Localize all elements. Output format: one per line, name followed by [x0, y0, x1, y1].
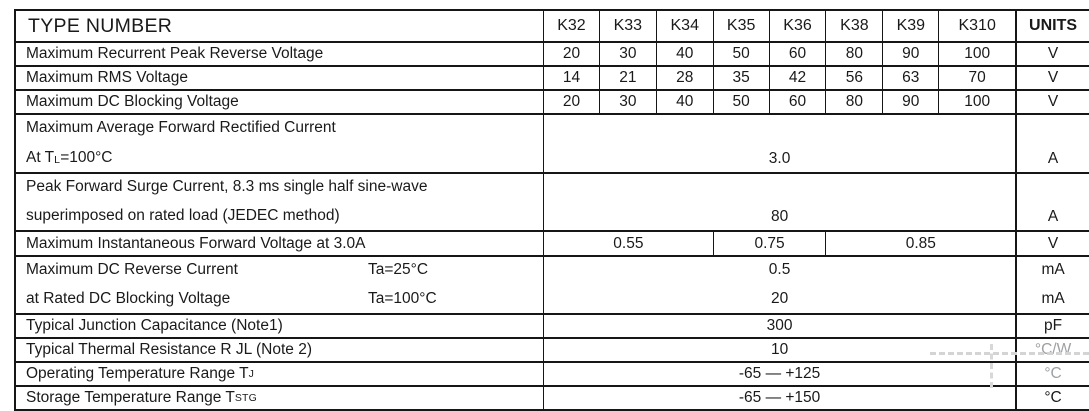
value-cell: 60: [769, 91, 826, 113]
value-cell: 14: [543, 67, 599, 89]
merged-value-cell: 10: [543, 339, 1015, 361]
unit-cell: pF: [1015, 315, 1089, 337]
row-label: Storage Temperature Range T STG: [26, 389, 257, 406]
row-label: Operating Temperature Range T J: [26, 365, 255, 382]
value-ta100: 20: [770, 290, 789, 307]
value-cell: 70: [938, 67, 1015, 89]
label-line-1: Peak Forward Surge Current, 8.3 ms single half sine-wave: [26, 178, 428, 195]
value-cell: 0.85: [825, 232, 1015, 255]
value-cell: 30: [599, 91, 656, 113]
value-cell: 100: [938, 91, 1015, 113]
unit-ta25: mA: [1041, 261, 1065, 278]
row-label: Typical Junction Capacitance (Note1): [26, 317, 283, 334]
merged-value-cell: -65 — +125: [543, 363, 1015, 385]
value-cell: 60: [769, 43, 826, 65]
row-label: Maximum DC Blocking Voltage: [26, 93, 239, 110]
unit-cell: V: [1015, 91, 1089, 113]
row-average-forward-current: [16, 115, 1089, 174]
value-cell: 21: [599, 67, 656, 89]
value-cell: 63: [882, 67, 938, 89]
condition-ta100: Ta=100°C: [368, 290, 437, 307]
row-label: Maximum Recurrent Peak Reverse Voltage: [26, 45, 324, 62]
merged-value-cell: 300: [543, 315, 1015, 337]
row-label: [16, 115, 543, 172]
unit-ta100: mA: [1041, 290, 1065, 307]
row-reverse-current: [16, 257, 1089, 315]
value-cell: 28: [656, 67, 713, 89]
value-cell: 90: [882, 91, 938, 113]
value-cell: 50: [713, 91, 769, 113]
unit-cell: °C: [1015, 363, 1089, 385]
unit-cell: [1015, 257, 1089, 313]
merged-value-cell: 80: [543, 174, 1015, 230]
value-cell: 90: [882, 43, 938, 65]
merged-value-cell: [543, 257, 1015, 313]
unit-cell: V: [1015, 67, 1089, 89]
unit-cell: V: [1015, 43, 1089, 65]
watermark-fragment: [990, 344, 993, 388]
label-line-1: Maximum DC Reverse Current Ta=25°C: [26, 261, 429, 278]
value-cell: 42: [769, 67, 826, 89]
row-storage-temperature: [16, 387, 1089, 409]
merged-value-cell: 3.0: [543, 115, 1015, 172]
units-header: UNITS: [1015, 11, 1089, 41]
value-cell: 80: [825, 43, 882, 65]
value-ta25: 0.5: [768, 261, 791, 278]
col-header-k39: K39: [882, 11, 938, 41]
condition-ta25: Ta=25°C: [368, 261, 429, 278]
label-line-1: Maximum Average Forward Rectified Current: [26, 119, 336, 136]
row-surge-current: [16, 174, 1089, 232]
unit-cell: °C/W: [1015, 339, 1089, 361]
label-line-2: at Rated DC Blocking Voltage Ta=100°C: [26, 290, 437, 307]
unit-cell: A: [1015, 174, 1089, 230]
value-cell: 80: [825, 91, 882, 113]
col-header-k34: K34: [656, 11, 713, 41]
merged-value-cell: -65 — +150: [543, 387, 1015, 409]
label-line-2: At TL=100°C: [26, 149, 113, 166]
value-cell: 0.75: [713, 232, 826, 255]
col-header-k33: K33: [599, 11, 656, 41]
value-cell: 0.55: [543, 232, 713, 255]
label-line-2: superimposed on rated load (JEDEC method): [26, 207, 340, 224]
row-label: Maximum RMS Voltage: [26, 69, 188, 86]
unit-cell: V: [1015, 232, 1089, 255]
watermark-fragment: [930, 352, 1089, 355]
type-number-header: TYPE NUMBER: [28, 14, 173, 37]
value-cell: 30: [599, 43, 656, 65]
row-rms-voltage: [16, 67, 1089, 91]
table-header-row: [16, 11, 1089, 43]
value-cell: 40: [656, 91, 713, 113]
value-cell: 20: [543, 91, 599, 113]
value-cell: 20: [543, 43, 599, 65]
col-header-k32: K32: [543, 11, 599, 41]
value-cell: 56: [825, 67, 882, 89]
row-peak-reverse-voltage: [16, 43, 1089, 67]
row-label: Maximum Instantaneous Forward Voltage at 3.0A: [26, 234, 366, 252]
row-forward-voltage: [16, 232, 1089, 257]
row-junction-capacitance: [16, 315, 1089, 339]
value-cell: 100: [938, 43, 1015, 65]
row-operating-temperature: [16, 363, 1089, 387]
col-header-k36: K36: [769, 11, 826, 41]
value-cell: 40: [656, 43, 713, 65]
row-label: [16, 257, 543, 313]
unit-cell: A: [1015, 115, 1089, 172]
unit-cell: °C: [1015, 387, 1089, 409]
col-header-k310: K310: [938, 11, 1015, 41]
col-header-k35: K35: [713, 11, 769, 41]
row-thermal-resistance: [16, 339, 1089, 363]
row-label: Typical Thermal Resistance R JL (Note 2): [26, 341, 312, 358]
row-label: [16, 174, 543, 230]
row-dc-blocking-voltage: [16, 91, 1089, 115]
value-cell: 35: [713, 67, 769, 89]
maximum-ratings-table: [14, 9, 1089, 411]
col-header-k38: K38: [825, 11, 882, 41]
value-cell: 50: [713, 43, 769, 65]
